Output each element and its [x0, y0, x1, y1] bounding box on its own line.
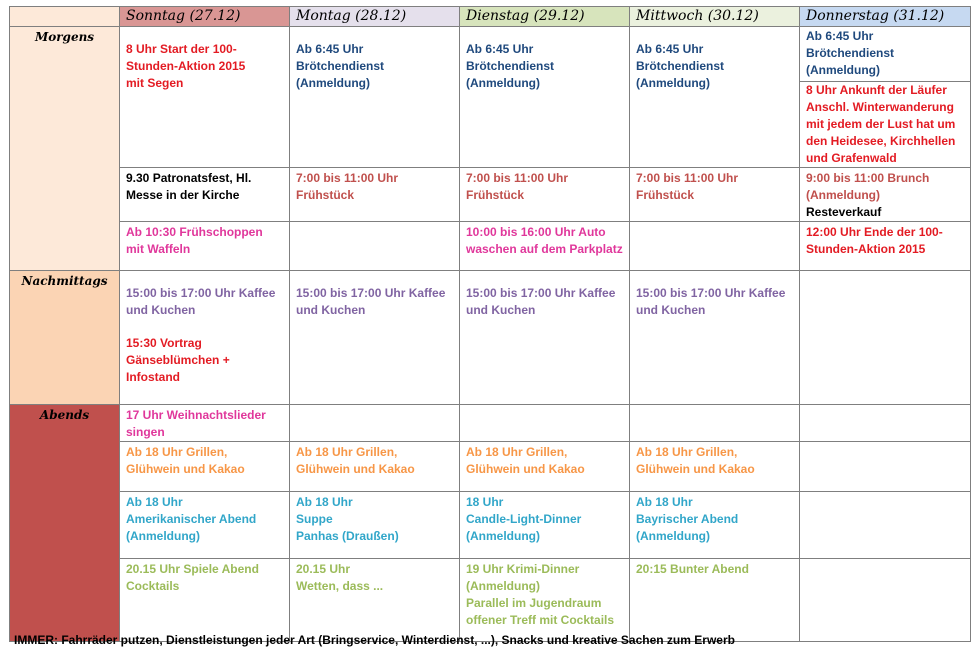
cell-don-resteverkauf: Resteverkauf — [806, 205, 882, 219]
cell-die-candlelight: 18 Uhr Candle-Light-Dinner (Anmeldung) — [466, 495, 582, 543]
table-row — [10, 559, 971, 642]
cell-sun-spieleabend: 20.15 Uhr Spiele Abend Cocktails — [126, 562, 259, 593]
table-row — [10, 271, 971, 405]
cell-mon-wetten: 20.15 Uhr Wetten, dass ... — [296, 562, 384, 593]
cell-mon-kaffee: 15:00 bis 17:00 Uhr Kaffee und Kuchen — [296, 286, 446, 317]
cell-empty — [800, 442, 971, 492]
header-montag: Montag (28.12) — [290, 7, 460, 27]
cell-empty — [290, 405, 460, 442]
table-row — [10, 492, 971, 559]
cell-empty — [460, 405, 630, 442]
cell-sun-patronatsfest: 9.30 Patronatsfest, Hl. Messe in der Kirche — [126, 171, 252, 202]
cell-mit-bunterabend: 20:15 Bunter Abend — [636, 562, 749, 576]
cell-die-kaffee: 15:00 bis 17:00 Uhr Kaffee und Kuchen — [466, 286, 616, 317]
cell-don-brunch: 9:00 bis 11:00 Brunch (Anmeldung) — [806, 171, 930, 202]
cell-empty — [630, 405, 800, 442]
header-corner — [10, 7, 120, 27]
label-abends: Abends — [10, 405, 120, 642]
cell-sun-grillen: Ab 18 Uhr Grillen, Glühwein und Kakao — [126, 445, 245, 476]
cell-mit-broetchen: Ab 6:45 Uhr Brötchendienst (Anmeldung) — [636, 42, 725, 90]
cell-sun-weihnachtslieder: 17 Uhr Weihnachtslieder singen — [126, 408, 266, 439]
cell-sun-kaffee: 15:00 bis 17:00 Uhr Kaffee und Kuchen — [126, 286, 276, 317]
cell-empty — [800, 405, 971, 442]
cell-die-grillen: Ab 18 Uhr Grillen, Glühwein und Kakao — [466, 445, 585, 476]
cell-don-ankunft: 8 Uhr Ankunft der Läufer Anschl. Winterwanderung mit jedem der Lust hat um den Heidesee, Kirchhellen und Grafenwald — [806, 83, 956, 165]
header-dienstag: Dienstag (29.12) — [460, 7, 630, 27]
cell-mit-kaffee: 15:00 bis 17:00 Uhr Kaffee und Kuchen — [636, 286, 786, 317]
label-morgens: Morgens — [10, 27, 120, 271]
cell-mit-fruehstueck: 7:00 bis 11:00 Uhr Frühstück — [636, 171, 739, 202]
cell-mit-bayrisch: Ab 18 Uhr Bayrischer Abend (Anmeldung) — [636, 495, 739, 543]
header-donnerstag: Donnerstag (31.12) — [800, 7, 971, 27]
header-mittwoch: Mittwoch (30.12) — [630, 7, 800, 27]
cell-die-jugendraum: Parallel im Jugendraum offener Treff mit Cocktails — [466, 596, 615, 627]
cell-mon-suppe: Ab 18 Uhr Suppe Panhas (Draußen) — [296, 495, 399, 543]
table-row — [10, 168, 971, 222]
cell-sun-start: 8 Uhr Start der 100- Stunden-Aktion 2015 mit Segen — [126, 42, 246, 90]
schedule-table — [9, 6, 971, 642]
cell-sun-amerikanisch: Ab 18 Uhr Amerikanischer Abend (Anmeldung) — [126, 495, 257, 543]
header-sonntag: Sonntag (27.12) — [120, 7, 290, 27]
cell-die-broetchen: Ab 6:45 Uhr Brötchendienst (Anmeldung) — [466, 42, 555, 90]
cell-sun-vortrag: 15:30 Vortrag Gänseblümchen + Infostand — [126, 336, 230, 384]
table-row — [10, 27, 971, 168]
header-row — [10, 7, 971, 27]
cell-mon-broetchen: Ab 6:45 Uhr Brötchendienst (Anmeldung) — [296, 42, 385, 90]
table-row — [10, 405, 971, 442]
cell-empty — [800, 271, 971, 405]
cell-empty — [290, 222, 460, 271]
cell-empty — [630, 222, 800, 271]
cell-empty — [800, 492, 971, 559]
cell-don-ende: 12:00 Uhr Ende der 100- Stunden-Aktion 2015 — [806, 225, 943, 256]
cell-sun-fruehschoppen: Ab 10:30 Frühschoppen mit Waffeln — [126, 225, 263, 256]
table-row — [10, 442, 971, 492]
cell-die-autowaschen: 10:00 bis 16:00 Uhr Auto waschen auf dem Parkplatz — [466, 225, 623, 256]
cell-die-krimidinner: 19 Uhr Krimi-Dinner (Anmeldung) — [466, 562, 580, 593]
label-nachmittags: Nachmittags — [10, 271, 120, 405]
cell-mit-grillen: Ab 18 Uhr Grillen, Glühwein und Kakao — [636, 445, 755, 476]
cell-mon-grillen: Ab 18 Uhr Grillen, Glühwein und Kakao — [296, 445, 415, 476]
footer-note: IMMER: Fahrräder putzen, Dienstleistungen jeder Art (Bringservice, Winterdienst, ...), Snacks und kreative Sachen zum Erwerb — [14, 633, 735, 647]
cell-die-fruehstueck: 7:00 bis 11:00 Uhr Frühstück — [466, 171, 569, 202]
cell-don-broetchen: Ab 6:45 Uhr Brötchendienst (Anmeldung) — [806, 29, 895, 77]
table-row — [10, 222, 971, 271]
cell-empty — [800, 559, 971, 642]
cell-mon-fruehstueck: 7:00 bis 11:00 Uhr Frühstück — [296, 171, 399, 202]
